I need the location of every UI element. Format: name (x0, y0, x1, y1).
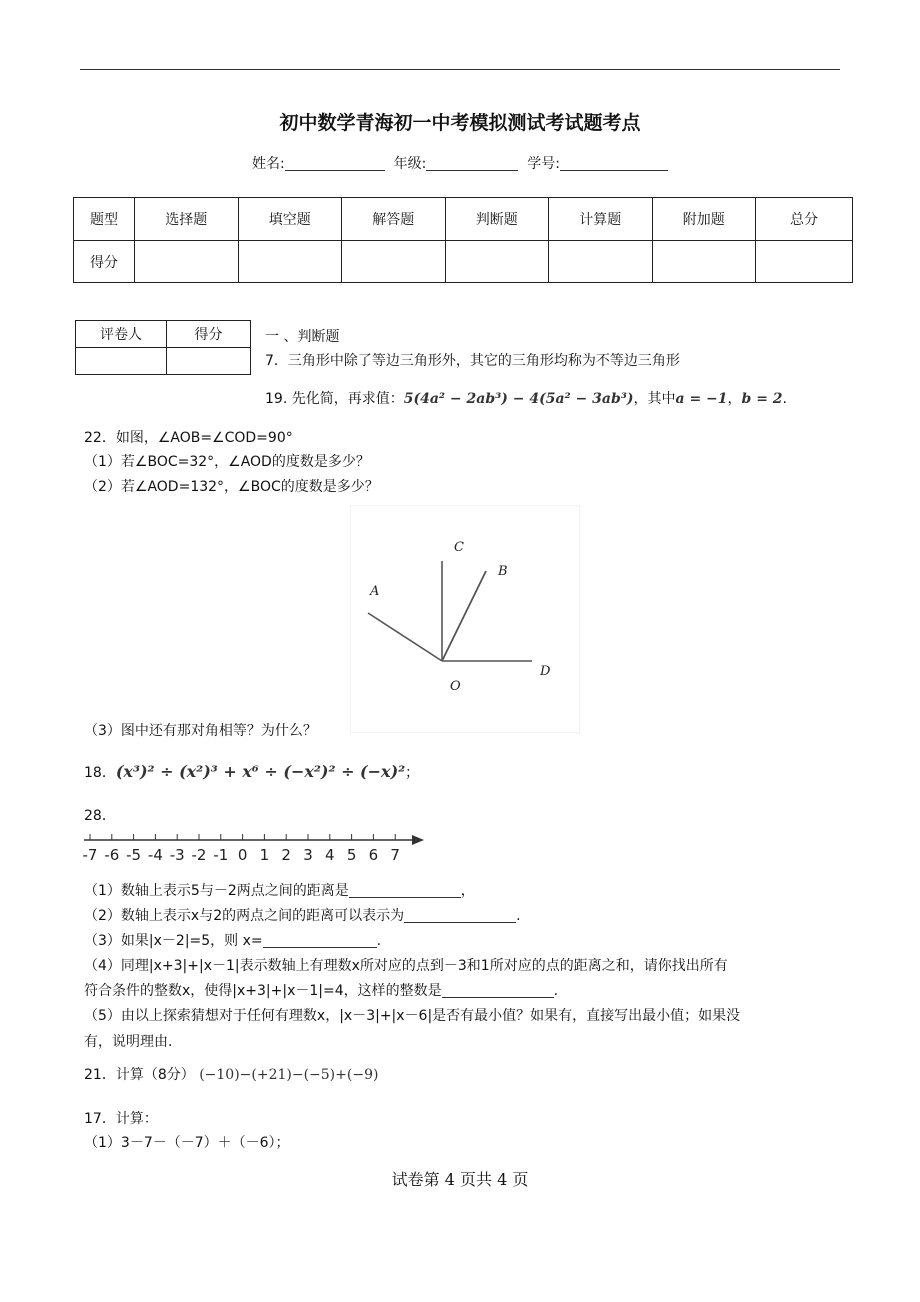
grader-table (75, 320, 251, 375)
question-22-stem: 22．如图，∠AOB=∠COD=90° (84, 430, 293, 446)
question-28-part-3 (84, 930, 381, 950)
q28-p2-text: （2）数轴上表示x与2的两点之间的距离可以表示为 (84, 908, 405, 924)
page-footer: 试卷第 4 页共 4 页 (391, 1170, 529, 1189)
q19-end: . (782, 391, 787, 407)
q18-end: ； (405, 765, 420, 781)
number-line-ticks (83, 834, 400, 864)
question-7: 7．三角形中除了等边三角形外，其它的三角形均称为不等边三角形 (265, 353, 680, 369)
question-28-part-5a: （5）由以上探索猜想对于任何有理数x，|x－3|+|x－6|是否有最小值？如果有，直接写出最小值；如果没 (84, 1008, 741, 1024)
grader-score-header: 得分 (167, 321, 251, 348)
q28-p3-text: （3）如果|x－2|=5，则 x= (84, 933, 263, 949)
name-label: 姓名: (252, 156, 285, 172)
number-line-tick-label: -7 (82, 846, 98, 864)
number-line-tick-label: 2 (281, 846, 291, 864)
number-line-tick-label: 3 (303, 846, 313, 864)
q19-mid: ，其中 (633, 391, 676, 407)
question-22-part-1: （1）若∠BOC=32°，∠AOD的度数是多少？ (84, 454, 370, 470)
grade-field[interactable] (426, 156, 518, 171)
question-28-part-5b: 有，说明理由. (84, 1034, 173, 1050)
question-28-part-4b (84, 980, 558, 1000)
score-cell[interactable] (652, 241, 756, 283)
score-header-cell: 填空题 (238, 198, 342, 241)
score-header-cell: 总分 (756, 198, 853, 241)
question-17-part-1: （1）3－7－（－7）＋（－6）； (84, 1135, 290, 1151)
q28-p4-text: 符合条件的整数x，使得|x+3|+|x－1|=4，这样的整数是 (84, 983, 442, 999)
score-header-cell: 计算题 (549, 198, 653, 241)
q28-p2-end: . (516, 908, 521, 924)
grader-cell[interactable] (76, 348, 167, 375)
score-cell[interactable] (135, 241, 239, 283)
q28-p1-text: （1）数轴上表示5与－2两点之间的距离是 (84, 883, 349, 899)
question-21 (84, 1064, 378, 1084)
q28-p4-blank[interactable] (442, 983, 554, 998)
question-19 (265, 388, 787, 408)
label-C: C (454, 540, 464, 555)
label-B: B (498, 564, 508, 579)
number-line-tick-label: 5 (346, 846, 357, 864)
q28-p1-blank[interactable] (349, 883, 461, 898)
number-line-tick-label: 6 (368, 846, 379, 864)
score-cell[interactable] (342, 241, 446, 283)
grade-label: 年级: (393, 156, 427, 172)
number-line-tick-label: -1 (213, 846, 229, 864)
student-info-line (0, 153, 920, 173)
number-line-tick-label: -6 (104, 846, 120, 864)
label-O: O (450, 679, 461, 694)
q18-number: 18． (84, 765, 116, 781)
name-field[interactable] (285, 156, 385, 171)
angle-figure (350, 505, 580, 733)
question-28-part-2 (84, 905, 521, 925)
q21-label: 21．计算（8分） (84, 1067, 195, 1083)
q28-p3-blank[interactable] (263, 933, 377, 948)
q28-p4-end: . (553, 983, 559, 999)
score-cell[interactable] (445, 241, 549, 283)
q19-cond-a: a = −1 (675, 391, 728, 407)
id-label: 学号: (527, 156, 560, 172)
question-28-part-1 (84, 880, 475, 900)
question-17: 17．计算： (84, 1111, 158, 1127)
number-line-tick-label: -5 (126, 846, 142, 864)
score-header-cell: 附加题 (652, 198, 756, 241)
id-field[interactable] (560, 156, 668, 171)
number-line-tick-label: -3 (169, 846, 185, 864)
q19-cond-b: b = 2 (741, 391, 783, 407)
score-header-cell: 选择题 (135, 198, 239, 241)
q19-expression: 5(4a² − 2ab³) − 4(5a² − 3ab³) (403, 391, 634, 407)
q19-prefix: 19. 先化简，再求值： (265, 391, 404, 407)
score-header-cell: 题型 (74, 198, 135, 241)
grader-score-cell[interactable] (167, 348, 251, 375)
number-line-tick-label: -4 (147, 846, 163, 864)
number-line-tick-label: 4 (325, 846, 335, 864)
q19-comma: ， (727, 391, 742, 407)
section-heading: 一 、判断题 (265, 329, 340, 345)
top-rule (80, 69, 840, 70)
number-line-tick-label: 7 (390, 846, 400, 864)
number-line-tick-label: 1 (259, 846, 270, 864)
number-line-arrow (412, 835, 424, 845)
label-D: D (540, 664, 551, 679)
score-header-cell: 判断题 (445, 198, 549, 241)
q28-p2-blank[interactable] (404, 908, 516, 923)
score-cell[interactable] (549, 241, 653, 283)
page-title: 初中数学青海初一中考模拟测试考试题考点 (279, 112, 641, 134)
question-28-number: 28． (84, 808, 116, 824)
score-cell[interactable] (756, 241, 853, 283)
question-28-part-4a: （4）同理|x+3|+|x－1|表示数轴上有理数x所对应的点到－3和1所对应的点的距离之和，请你找出所有 (84, 958, 728, 974)
q28-p1-end: ， (460, 883, 475, 899)
question-18 (84, 762, 419, 782)
number-line-tick-label: 0 (237, 846, 248, 864)
number-line-tick-label: -2 (191, 846, 207, 864)
q28-p3-end: . (376, 933, 382, 949)
question-22-part-2: （2）若∠AOD=132°，∠BOC的度数是多少？ (84, 479, 379, 495)
q21-expression: (−10)−(+21)−(−5)+(−9) (199, 1067, 379, 1083)
score-cell[interactable] (238, 241, 342, 283)
score-header-cell: 解答题 (342, 198, 446, 241)
number-line (82, 830, 427, 866)
label-A: A (370, 584, 380, 599)
score-row-label: 得分 (74, 241, 135, 283)
grader-header: 评卷人 (76, 321, 167, 348)
figure-frame (350, 505, 580, 733)
score-table (73, 197, 853, 283)
question-22-part-3: （3）图中还有那对角相等？为什么？ (84, 723, 317, 739)
q18-expression: (x³)² ÷ (x²)³ + x⁶ ÷ (−x²)² ÷ (−x)² (115, 762, 406, 781)
